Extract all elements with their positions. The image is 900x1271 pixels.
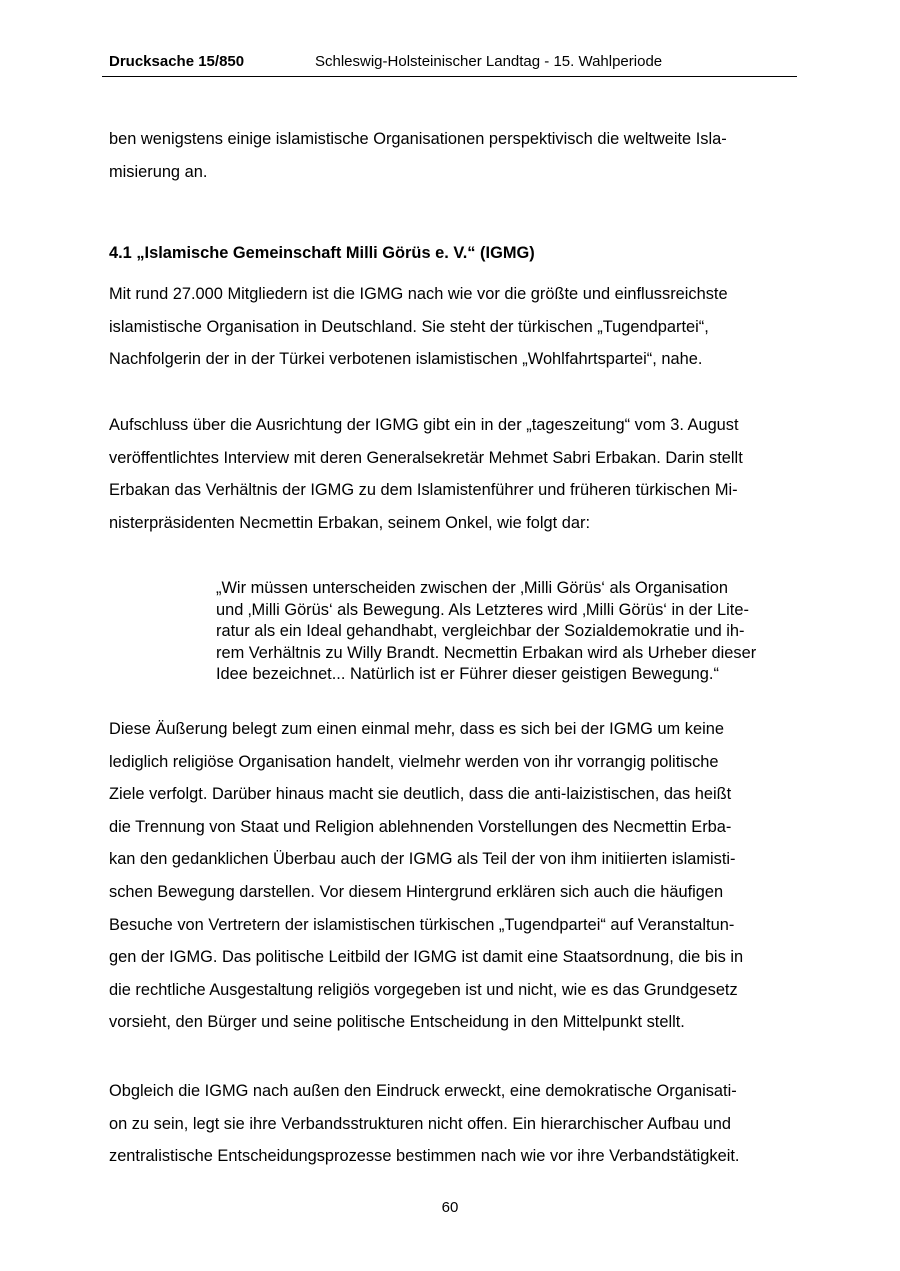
- block-quote: [216, 578, 801, 686]
- text-line: ben wenigstens einige islamistische Organisationen perspektivisch die weltweite Isla-: [109, 130, 727, 148]
- text-line: nisterpräsidenten Necmettin Erbakan, seinem Onkel, wie folgt dar:: [109, 513, 591, 532]
- quote-line: rem Verhältnis zu Willy Brandt. Necmettin Erbakan wird als Urheber dieser: [216, 643, 757, 662]
- paragraph-membership: [109, 278, 799, 376]
- text-line: zentralistische Entscheidungsprozesse bestimmen nach wie vor ihre Verbandstätigkeit.: [109, 1147, 740, 1166]
- text-line: gen der IGMG. Das politische Leitbild der IGMG ist damit eine Staatsordnung, die bis in: [109, 948, 744, 967]
- parliament-title: Schleswig-Holsteinischer Landtag - 15. Wahlperiode: [315, 53, 663, 70]
- text-line: Nachfolgerin der in der Türkei verbotenen islamistischen „Wohlfahrtspartei“, nahe.: [109, 350, 703, 369]
- paragraph-structure: [109, 1075, 799, 1173]
- text-line: Ziele verfolgt. Darüber hinaus macht sie deutlich, dass die anti-laizistischen, das heißt: [109, 785, 732, 804]
- text-line: Obgleich die IGMG nach außen den Eindruck erweckt, eine demokratische Organisati-: [109, 1082, 737, 1100]
- text-line: Besuche von Vertretern der islamistischen türkischen „Tugendpartei“ auf Veranstaltun-: [109, 915, 735, 934]
- text-line: schen Bewegung darstellen. Vor diesem Hintergrund erklären sich auch die häufigen: [109, 882, 724, 901]
- text-line: vorsieht, den Bürger und seine politische Entscheidung in den Mittelpunkt stellt.: [109, 1013, 685, 1032]
- text-line: islamistische Organisation in Deutschland. Sie steht der türkischen „Tugendpartei“,: [109, 317, 709, 336]
- section-heading: 4.1 „Islamische Gemeinschaft Milli Görüs e. V.“ (IGMG): [109, 244, 535, 262]
- text-line: veröffentlichtes Interview mit deren Generalsekretär Mehmet Sabri Erbakan. Darin stellt: [109, 448, 743, 467]
- paragraph-analysis: [109, 713, 799, 1039]
- text-line: die Trennung von Staat und Religion ablehnenden Vorstellungen des Necmettin Erba-: [109, 817, 732, 836]
- document-number: Drucksache 15/850: [109, 53, 245, 70]
- text-line: Diese Äußerung belegt zum einen einmal mehr, dass es sich bei der IGMG um keine: [109, 720, 724, 738]
- quote-line: ratur als ein Ideal gehandhabt, vergleichbar der Sozialdemokratie und ih-: [216, 622, 745, 640]
- text-line: Erbakan das Verhältnis der IGMG zu dem Islamistenführer und früheren türkischen Mi-: [109, 481, 738, 500]
- text-line: lediglich religiöse Organisation handelt, vielmehr werden von ihr vorrangig politische: [109, 752, 719, 771]
- quote-line: „Wir müssen unterscheiden zwischen der ‚Milli Görüs‘ als Organisation: [216, 579, 728, 597]
- text-line: misierung an.: [109, 162, 208, 181]
- text-line: kan den gedanklichen Überbau auch der IGMG als Teil der von ihm initiierten islamisti-: [109, 850, 736, 869]
- paragraph-interview: [109, 409, 799, 539]
- text-line: die rechtliche Ausgestaltung religiös vorgegeben ist und nicht, wie es das Grundgesetz: [109, 980, 738, 999]
- quote-line: und ‚Milli Görüs‘ als Bewegung. Als Letzteres wird ‚Milli Görüs‘ in der Lite-: [216, 600, 749, 619]
- intro-paragraph: [109, 123, 799, 188]
- text-line: Mit rund 27.000 Mitgliedern ist die IGMG nach wie vor die größte und einflussreichste: [109, 285, 728, 303]
- page-number: 60: [441, 1199, 459, 1216]
- text-line: on zu sein, legt sie ihre Verbandsstrukturen nicht offen. Ein hierarchischer Aufbau und: [109, 1114, 732, 1133]
- page-header: [102, 50, 797, 77]
- text-line: Aufschluss über die Ausrichtung der IGMG gibt ein in der „tageszeitung“ vom 3. August: [109, 416, 739, 434]
- quote-line: Idee bezeichnet... Natürlich ist er Führer dieser geistigen Bewegung.“: [216, 665, 719, 683]
